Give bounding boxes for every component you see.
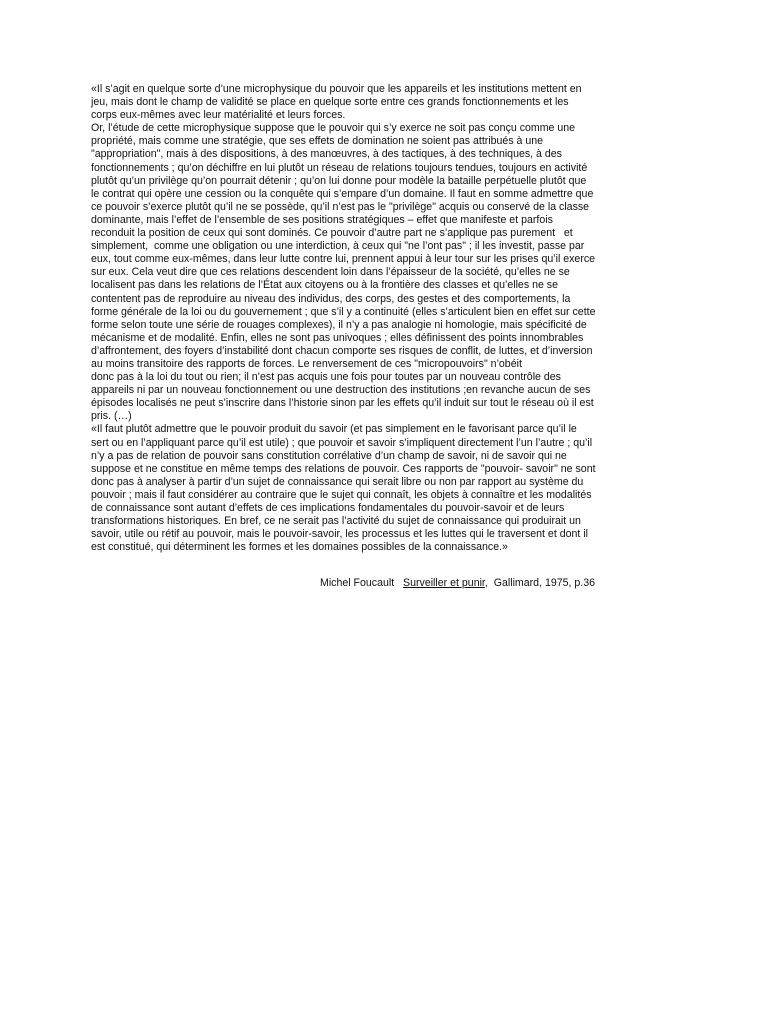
text-line: forme selon toute une série de rouages complexes), il n’y a pas analogie ni homologie, mais spécificité de — [91, 318, 587, 331]
citation-book-title: Surveiller et punir — [403, 577, 485, 589]
citation-publisher: Gallimard, 1975, p.36 — [493, 577, 596, 589]
text-line: n’y a pas de relation de pouvoir sans constitution corrélative d’un champ de savoir, ni de savoir qui ne — [91, 449, 567, 462]
quote-text-block — [91, 83, 691, 554]
text-line: propriété, mais comme une stratégie, que ses effets de domination ne soient pas attribués à une — [91, 135, 544, 148]
text-line: "appropriation", mais à des dispositions, à des manœuvres, à des tactiques, à des techniques, à des — [91, 148, 562, 161]
citation: Michel Foucault Surveiller et punir, Gallimard, 1975, p.36 — [320, 577, 596, 589]
text-line: est constitué, qui déterminent les formes et les domaines possibles de la connaissance.» — [91, 541, 508, 554]
text-line: d’affrontement, des foyers d’instabilité dont chacun comporte ses risques de conflit, de luttes, et d’inversion — [91, 344, 593, 357]
citation-author: Michel Foucault — [320, 577, 395, 589]
text-line: simplement, comme une obligation ou une interdiction, à ceux qui "ne l’ont pas" ; il les investit, passe par — [91, 240, 585, 253]
text-line: donc pas à analyser à partir d’un sujet de connaissance qui serait libre ou non par rapport au système du — [91, 475, 584, 488]
text-line: épisodes localisés ne peut s’inscrire dans l’historie sinon par les effets qu’il induit sur tout le réseau où il est — [91, 397, 594, 410]
text-line: sur eux. Cela veut dire que ces relations descendent loin dans l’épaisseur de la société, qu’elles ne se — [91, 266, 570, 279]
text-line: savoir, utile ou rétif au pouvoir, mais le pouvoir-savoir, les processus et les luttes qui le traversent et dont il — [91, 528, 588, 541]
text-line: mécanisme et de modalité. Enfin, elles ne sont pas univoques ; elles définissent des points innombrables — [91, 331, 584, 344]
text-line: le contrat qui opère une cession ou la conquête qui s’empare d’un domaine. Il faut en somme admettre que — [91, 187, 594, 200]
text-line: jeu, mais dont le champ de validité se place en quelque sorte entre ces grands fonctionnements et les — [91, 96, 569, 109]
text-line: corps eux-mêmes avec leur matérialité et leurs forces. — [91, 109, 346, 122]
text-line: dominante, mais l’effet de l’ensemble de ses positions stratégiques – effet que manifeste et parfois — [91, 213, 553, 226]
text-line: reconduit la position de ceux qui sont dominés. Ce pouvoir d’autre part ne s’applique pas purement et — [91, 227, 573, 240]
text-line: fonctionnements ; qu’on déchiffre en lui plutôt un réseau de relations toujours tendues, toujours en activité — [91, 161, 588, 174]
text-line: eux, tout comme eux-mêmes, dans leur lutte contre lui, prennent appui à leur tour sur les prises qu’il exerce — [91, 253, 596, 266]
text-line: «Il s’agit en quelque sorte d’une microphysique du pouvoir que les appareils et les institutions mettent en — [91, 83, 582, 95]
text-line: plutôt qu’un privilège qu’on pourrait détenir ; qu’on lui donne pour modèle la bataille perpétuelle plutôt que — [91, 174, 587, 187]
text-line: donc pas à la loi du tout ou rien; il n’est pas acquis une fois pour toutes par un nouveau contrôle des — [91, 371, 561, 384]
text-line: localisent pas dans les relations de l’État aux citoyens ou à la frontière des classes et qu’elles ne se — [91, 279, 558, 292]
text-line: suppose et ne constitue en même temps des relations de pouvoir. Ces rapports de "pouvoir- savoir" ne sont — [91, 462, 596, 475]
text-line: «Il faut plutôt admettre que le pouvoir produit du savoir (et pas simplement en le favorisant parce qu’il le — [91, 423, 577, 436]
text-line: transformations historiques. En bref, ce ne serait pas l’activité du sujet de connaissance qui produirait un — [91, 515, 581, 528]
text-line: pris. (…) — [91, 410, 132, 423]
text-line: Or, l’étude de cette microphysique suppose que le pouvoir qui s’y exerce ne soit pas conçu comme une — [91, 122, 576, 135]
text-line: ce pouvoir s’exerce plutôt qu’il ne se possède, qu’il n’est pas le "privilège" acquis ou conservé de la classe — [91, 200, 590, 213]
text-line: au moins transitoire des rapports de forces. Le renversement de ces "micropouvoirs" n’obéit — [91, 357, 522, 370]
text-line: de connaissance sont autant d’effets de ces implications fondamentales du pouvoir-savoir et de leurs — [91, 502, 565, 514]
text-line: contentent pas de reproduire au niveau des individus, des corps, des gestes et des comportements, la — [91, 292, 571, 305]
text-line: appareils ni par un nouveau fonctionnement ou une destruction des institutions ;en revanche aucun de ses — [91, 384, 591, 397]
text-line: pouvoir ; mais il faut considérer au contraire que le sujet qui connaît, les objets à connaître et les modalités — [91, 488, 592, 501]
text-line: forme générale de la loi ou du gouvernement ; que s’il y a continuité (elles s’articulent bien en effet sur cette — [91, 305, 596, 318]
text-line: sert ou en l’appliquant parce qu’il est utile) ; que pouvoir et savoir s’impliquent directement l’un l’autre ; qu’il — [91, 436, 593, 449]
